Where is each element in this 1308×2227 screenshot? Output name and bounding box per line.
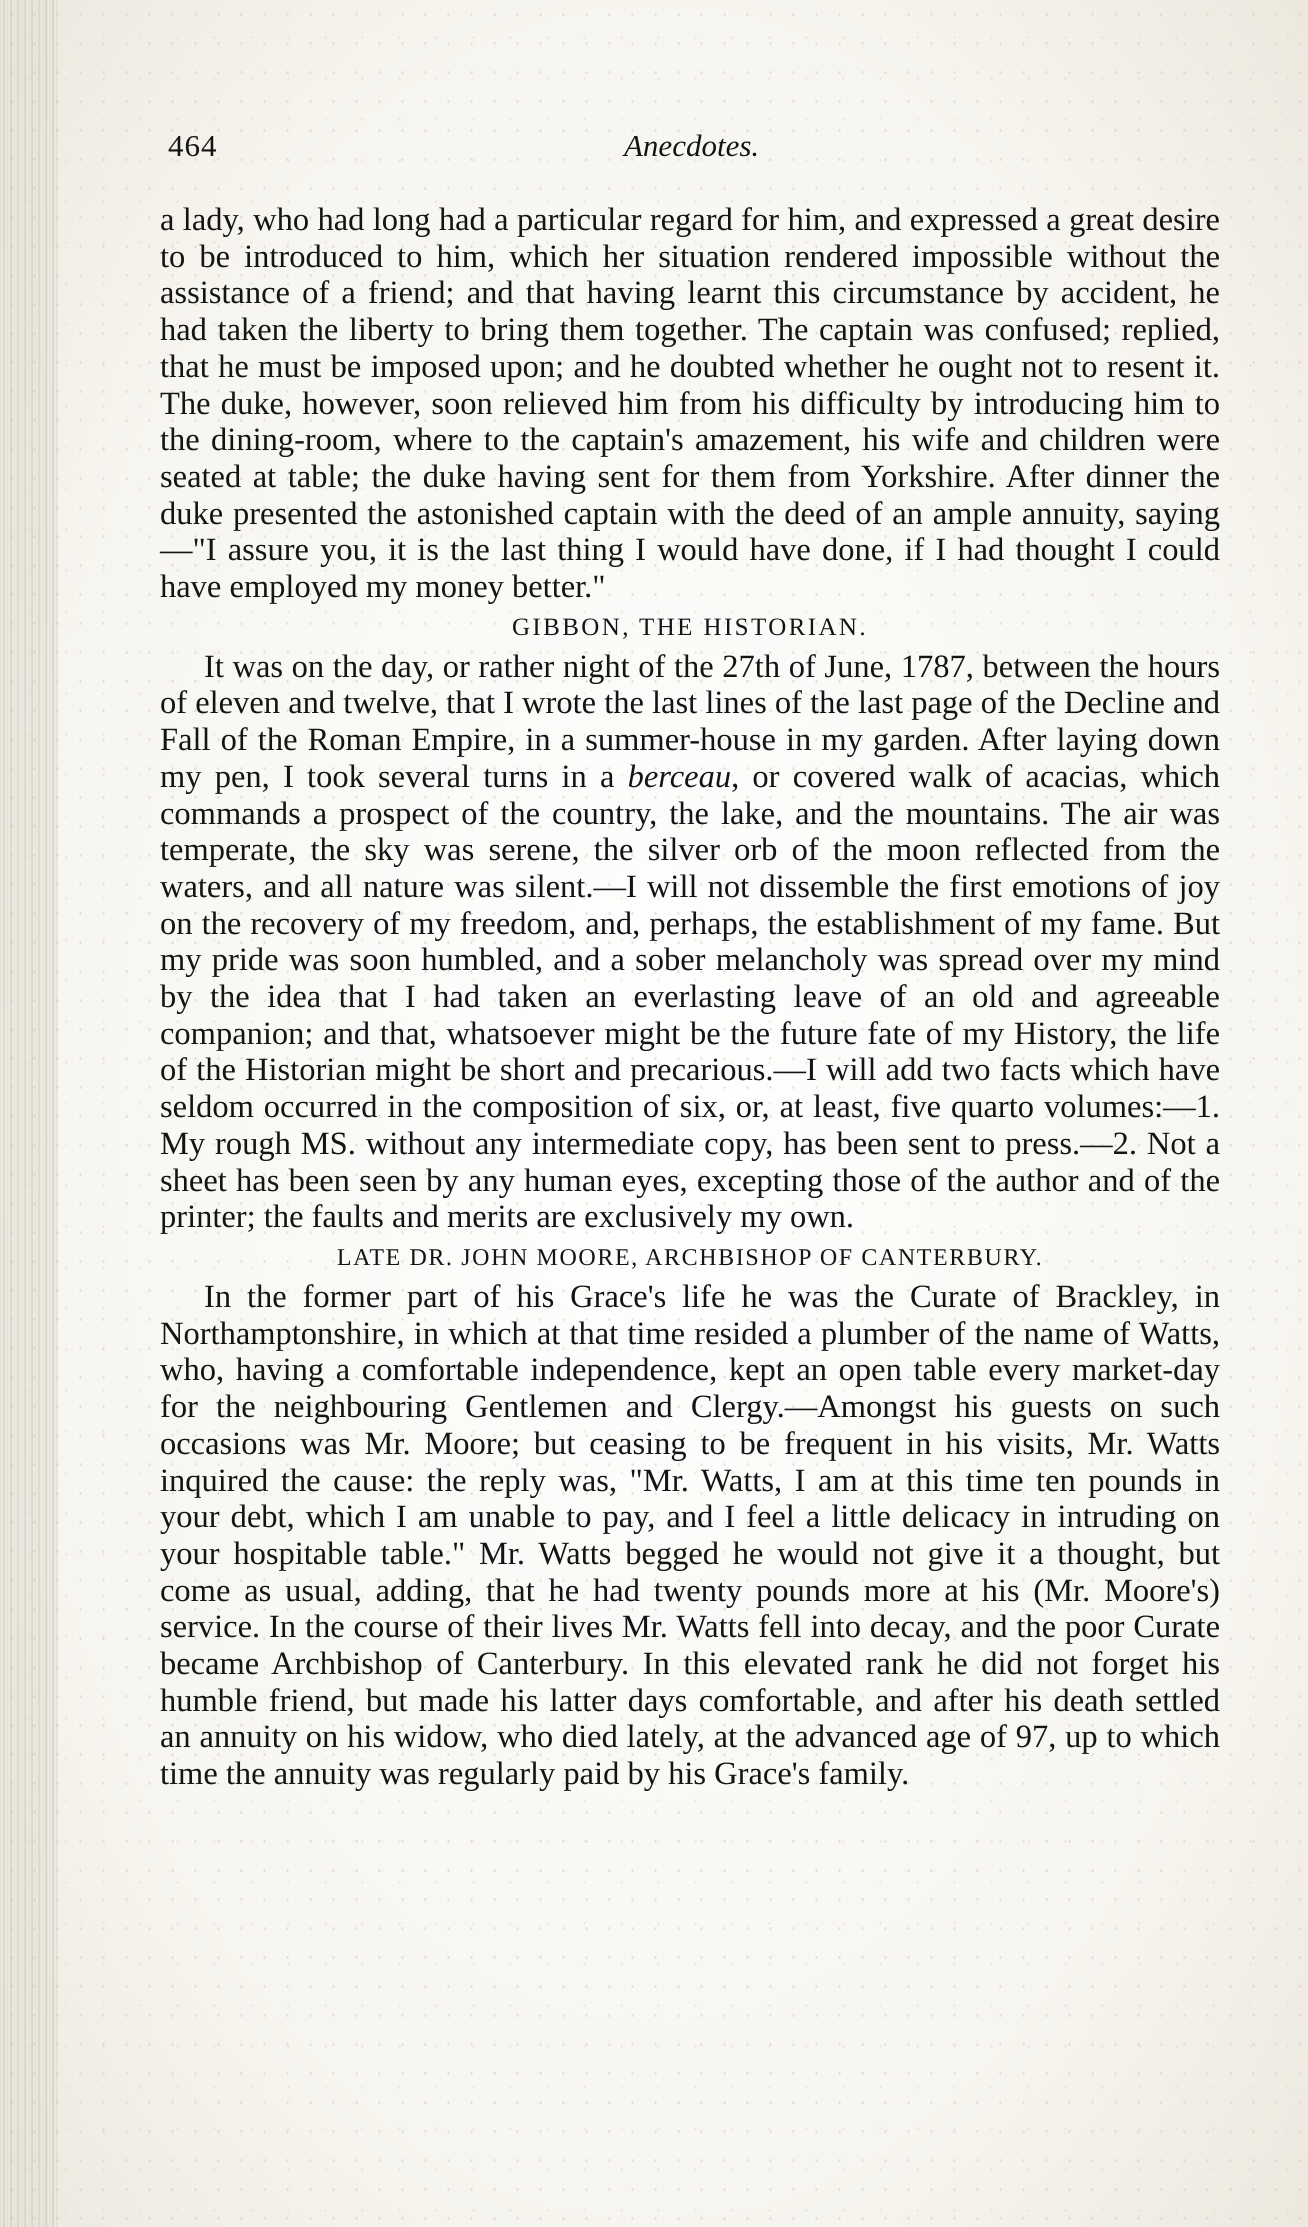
gibbon-paragraph: It was on the day, or rather night of the 27th of June, 1787, between the hours of eleven and twelve, that I wrote the last lines of the last page of the Decline and Fall of the Roman Empire, in a summer-house in my garden. After laying down my pen, I took several turns in a berceau, or covered walk of acacias, which commands a prospect of the country, the lake, and the mountains. The air was temperate, the sky was serene, the silver orb of the moon reflected from the waters, and all nature was silent.—I will not dissemble the first emotions of joy on the recovery of my freedom, and, perhaps, the establishment of my fame. But my pride was soon humbled, and a sober melancholy was spread over my mind by the idea that I had taken an everlasting leave of an old and agreeable companion; and that, whatsoever might be the future fate of my History, the life of the Historian might be short and precarious.—I will add two facts which have seldom occurred in the composition of six, or, at least, five quarto volumes:—1. My rough MS. without any intermediate copy, has been sent to press.—2. Not a sheet has been seen by any human eyes, excepting those of the author and of the printer; the faults and merits are exclusively my own.: [160, 648, 1220, 1236]
body-text: [160, 202, 1220, 1793]
page-number: 464: [168, 128, 218, 163]
running-head: [168, 128, 1228, 172]
italic-word: berceau: [627, 758, 732, 795]
section-heading-moore: LATE DR. JOHN MOORE, ARCHBISHOP OF CANTERBURY.: [336, 1244, 1044, 1271]
section-heading-gibbon: GIBBON, THE HISTORIAN.: [511, 613, 869, 641]
running-title: Anecdotes.: [624, 128, 760, 163]
duke-anecdote-continuation: a lady, who had long had a particular regard for him, and expressed a great desire to be introduced to him, which her situation rendered impossible without the assistance of a friend; and that having learnt this circumstance by accident, he had taken the liberty to bring them together. The captain was confused; replied, that he must be imposed upon; and he doubted whether he ought not to resent it. The duke, however, soon relieved him from his difficulty by introducing him to the dining-room, where to the captain's amazement, his wife and children were seated at table; the duke having sent for them from Yorkshire. After dinner the duke presented the astonished captain with the deed of an ample annuity, saying—"I assure you, it is the last thing I would have done, if I had thought I could have employed my money better.": [160, 202, 1220, 606]
moore-paragraph: In the former part of his Grace's life he was the Curate of Brackley, in Northamptonshire, in which at that time resided a plumber of the name of Watts, who, having a comfortable independence, kept an open table every market-day for the neighbouring Gentlemen and Clergy.—Amongst his guests on such occasions was Mr. Moore; but ceasing to be frequent in his visits, Mr. Watts inquired the cause: the reply was, "Mr. Watts, I am at this time ten pounds in your debt, which I am unable to pay, and I feel a little delicacy in intruding on your hospitable table." Mr. Watts begged he would not give it a thought, but come as usual, adding, that he had twenty pounds more at his (Mr. Moore's) service. In the course of their lives Mr. Watts fell into decay, and the poor Curate became Archbishop of Canterbury. In this elevated rank he did not forget his humble friend, but made his latter days comfortable, and after his death settled an annuity on his widow, who died lately, at the advanced age of 97, up to which time the annuity was regularly paid by his Grace's family.: [160, 1278, 1220, 1793]
